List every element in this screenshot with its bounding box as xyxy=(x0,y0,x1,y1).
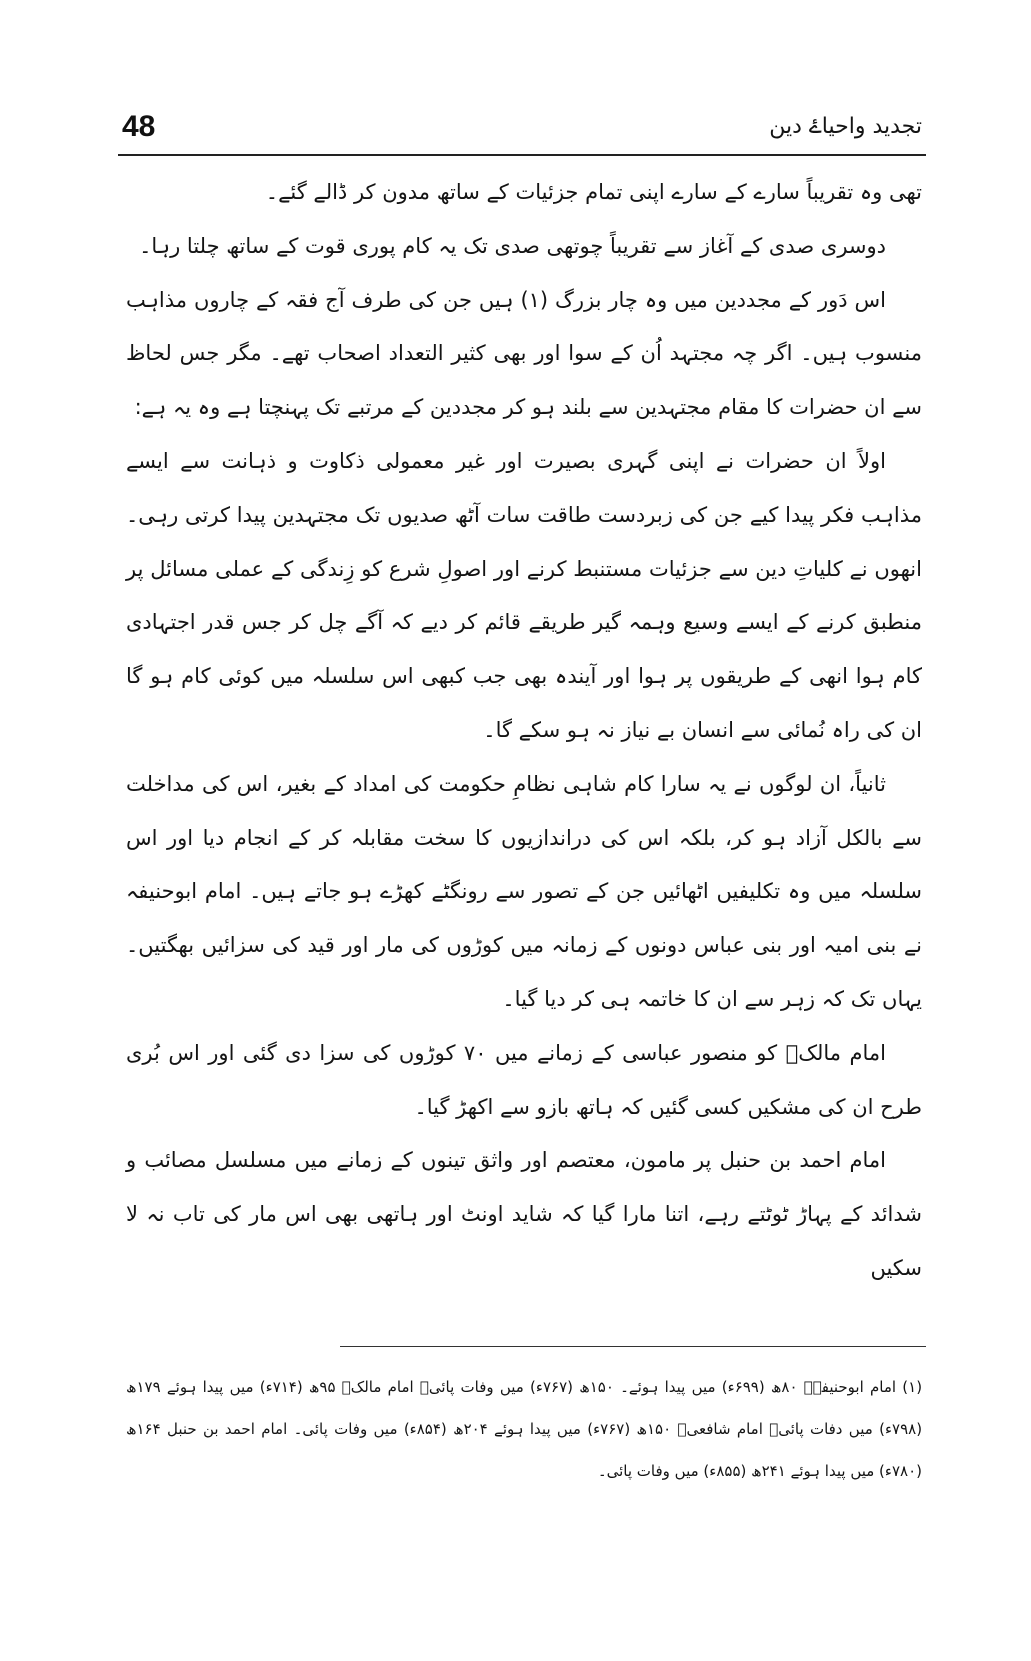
paragraph: اس دَور کے مجددین میں وہ چار بزرگ (۱) ہیں جن کی طرف آج فقہ کے چاروں مذاہب منسوب ہیں۔ اگر چہ مجتہد اُن کے سوا اور بھی کثیر التعداد اصحاب تھے۔ مگر جس لحاظ سے ان حضرات کا مقام مجتہدین سے بلند ہو کر مجددین کے مرتبے تک پہنچتا ہے وہ یہ ہے: xyxy=(126,287,922,420)
running-title: تجدید واحیاۓ دین xyxy=(769,114,922,139)
paragraph: ثانیاً، ان لوگوں نے یہ سارا کام شاہی نظامِ حکومت کی امداد کے بغیر، اس کی مداخلت سے بالکل آزاد ہو کر، بلکہ اس کی دراندازیوں کا سخت مقابلہ کر کے انجام دیا اور اس سلسلہ میں وہ تکلیفیں اٹھائیں جن کے تصور سے رونگٹے کھڑے ہو جاتے ہیں۔ امام ابوحنیفہ نے بنی امیہ اور بنی عباس دونوں کے زمانہ میں کوڑوں کی مار اور قید کی سزائیں بھگتیں۔ یہاں تک کہ زہر سے ان کا خاتمہ ہی کر دیا گیا۔ xyxy=(126,771,922,1011)
page-header xyxy=(118,110,926,152)
footnote: (۱) امام ابوحنیفہؒ ۸۰ھ (۶۹۹ء) میں پیدا ہوئے۔ ۱۵۰ھ (۷۶۷ء) میں وفات پائی۔ امام مالکؒ ۹۵ھ (۷۱۴ء) میں پیدا ہوئے ۱۷۹ھ (۷۹۸ء) میں دفات پائی۔ امام شافعیؒ ۱۵۰ھ (۷۶۷ء) میں پیدا ہوئے ۲۰۴ھ (۸۵۴ء) میں وفات پائی۔ امام احمد بن حنبل ۱۶۴ھ (۷۸۰ء) میں پیدا ہوئے ۲۴۱ھ (۸۵۵ء) میں وفات پائی۔ xyxy=(126,1378,923,1480)
paragraph: امام احمد بن حنبل پر مامون، معتصم اور واثق تینوں کے زمانے میں مسلسل مصائب و شدائد کے پہاڑ ٹوٹتے رہے، اتنا مارا گیا کہ شاید اونٹ اور ہاتھی بھی اس مار کی تاب نہ لا سکیں xyxy=(126,1148,922,1280)
paragraph: اولاً ان حضرات نے اپنی گہری بصیرت اور غیر معمولی ذکاوت و ذہانت سے ایسے مذاہب فکر پیدا کیے جن کی زبردست طاقت سات آٹھ صدیوں تک مجتہدین پیدا کرتی رہی۔ انھوں نے کلیاتِ دین سے جزئیات مستنبط کرنے اور اصولِ شرع کو زِندگی کے عملی مسائل پر منطبق کرنے کے ایسے وسیع وہمہ گیر طریقے قائم کر دیے کہ آگے چل کر جس قدر اجتہادی کام ہوا انھی کے طریقوں پر ہوا اور آیندہ بھی جب کبھی اس سلسلہ میں کوئی کام ہو گا ان کی راہ نُمائی سے انسان بے نیاز نہ ہو سکے گا۔ xyxy=(126,448,922,742)
footnote-divider xyxy=(340,1346,926,1347)
paragraph-continuation: تھی وہ تقریباً سارے کے سارے اپنی تمام جزئیات کے ساتھ مدون کر ڈالے گئے۔ xyxy=(265,180,922,204)
header-divider xyxy=(118,154,926,156)
paragraph: دوسری صدی کے آغاز سے تقریباً چوتھی صدی تک یہ کام پوری قوت کے ساتھ چلتا رہا۔ xyxy=(139,233,886,258)
page-number: 48 xyxy=(122,110,156,143)
body-text xyxy=(126,166,922,1296)
paragraph: امام مالکؒ کو منصور عباسی کے زمانے میں ۷۰ کوڑوں کی سزا دی گئی اور اس بُری طرح ان کی مشکیں کسی گئیں کہ ہاتھ بازو سے اکھڑ گیا۔ xyxy=(126,1040,922,1119)
